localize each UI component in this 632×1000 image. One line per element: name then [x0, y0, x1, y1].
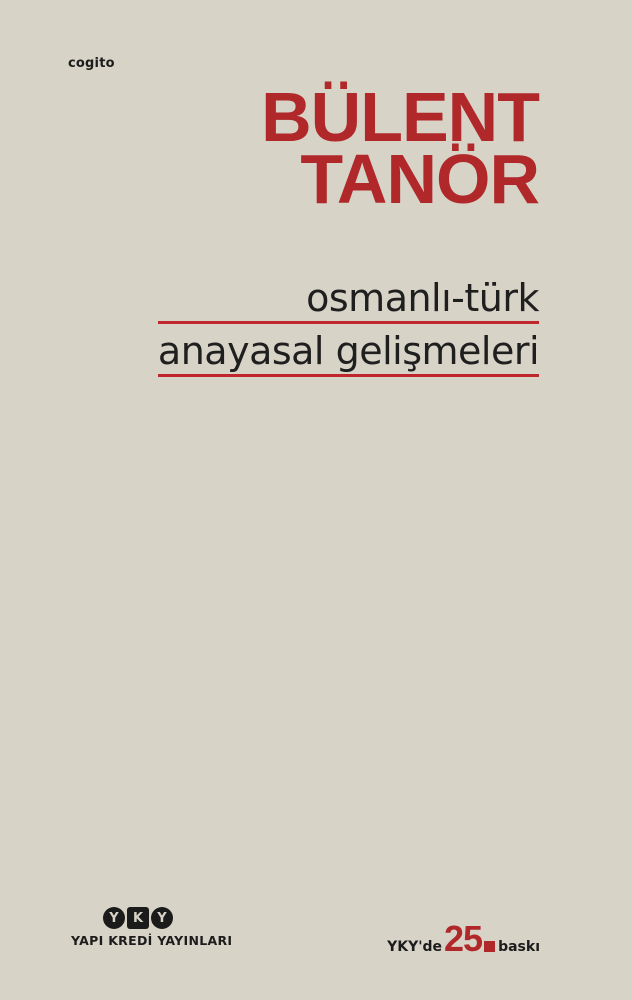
- logo-letter-k: K: [127, 907, 149, 929]
- author-last-name: TANÖR: [300, 140, 539, 218]
- publisher-block: [71, 907, 232, 948]
- edition-suffix: baskı: [498, 939, 540, 955]
- edition-badge: [387, 918, 540, 960]
- red-square-mark: [484, 941, 495, 952]
- series-name: cogito: [68, 56, 115, 71]
- publisher-name: YAPI KREDİ YAYINLARI: [71, 933, 233, 948]
- title-line-1: osmanlı-türk: [158, 277, 539, 324]
- book-title: [158, 277, 539, 377]
- logo-letter-y1: Y: [103, 907, 125, 929]
- publisher-logo: [103, 907, 232, 929]
- title-line-2: anayasal gelişmeleri: [158, 330, 539, 377]
- edition-number: 25: [444, 918, 483, 959]
- edition-prefix: YKY'de: [387, 939, 443, 955]
- logo-letter-y2: Y: [151, 907, 173, 929]
- author-first-name: BÜLENT: [261, 78, 539, 156]
- author-name: [261, 78, 539, 218]
